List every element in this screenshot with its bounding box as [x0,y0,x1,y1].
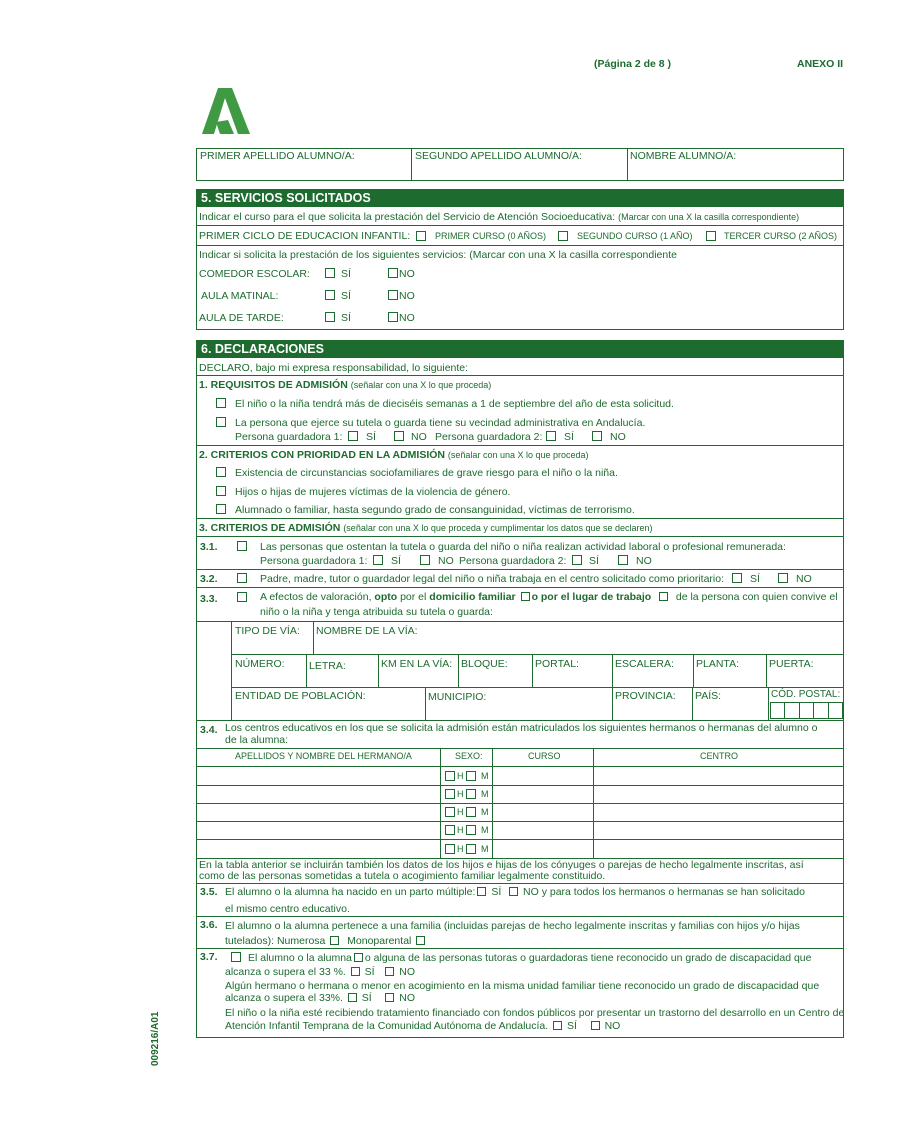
criterion-3-2-text: Padre, madre, tutor o guardador legal del niño o niña trabaja en el centro solicitado como prioritario: [260,573,725,585]
comedor-si-checkbox[interactable] [325,268,335,278]
form-code: 009216/A01 [150,1011,161,1066]
prio2-text: Hijos o hijas de mujeres víctimas de la violencia de género. [235,486,511,498]
first-course-label: PRIMER CURSO (0 AÑOS) [435,231,547,241]
criterion-3-7-number: 3.7. [200,951,218,963]
sibling-3-m-checkbox[interactable] [466,807,476,817]
municipality-label: MUNICIPIO: [428,691,487,703]
criterion-3-5-text: El alumno o la alumna ha nacido en un parto múltiple: SÍ NO y para todos los hermanos o hermanas se han solicitado [225,886,805,898]
req2-pg2-no: NO [610,431,626,443]
section-6-title: 6. DECLARACIONES [196,340,844,358]
c37-line6: Atención Infantil Temprana de la Comunidad Autónoma de Andalucía. SÍ NO [225,1020,621,1032]
req2-pg2-si: SÍ [564,431,574,443]
c31-pg1-no-checkbox[interactable] [420,555,430,565]
req2-text: La persona que ejerce su tutela o guarda tiene su vecindad administrativa en Andalucía. [235,417,646,429]
first-course-checkbox[interactable] [416,231,426,241]
sibling-4-h: H [457,825,464,835]
first-surname-label: PRIMER APELLIDO ALUMNO/A: [200,150,355,162]
sibling-5-h-checkbox[interactable] [445,844,455,854]
criteria-title: 3. CRITERIOS DE ADMISIÓN (señalar con una X lo que proceda y cumplimentar los datos que se declaren) [199,522,653,534]
tarde-no-checkbox[interactable] [388,312,398,322]
portal-label: PORTAL: [535,658,579,670]
req2-pg1-si: SÍ [366,431,376,443]
criterion-3-5-number: 3.5. [200,886,218,898]
comedor-label: COMEDOR ESCOLAR: [199,268,310,280]
criterion-3-3-text: A efectos de valoración, opto por el domicilio familiar o por el lugar de trabajo de la persona con quien convive el [260,591,838,603]
sibling-4-h-checkbox[interactable] [445,825,455,835]
sibling-1-h-checkbox[interactable] [445,771,455,781]
first-cycle-label: PRIMER CICLO DE EDUCACION INFANTIL: [199,230,411,242]
second-surname-label: SEGUNDO APELLIDO ALUMNO/A: [415,150,582,162]
block-label: BLOQUE: [461,658,508,670]
req2-pg2-no-checkbox[interactable] [592,431,602,441]
numerosa-checkbox[interactable] [330,936,339,945]
guardian-1-label: Persona guardadora 1: [235,431,343,443]
c37-line5: El niño o la niña esté recibiendo tratamiento financiado con fondos públicos por presentar un trastorno del desarrollo en un Centro de [225,1007,845,1019]
tarde-label: AULA DE TARDE: [199,312,284,324]
sibling-2-m-checkbox[interactable] [466,789,476,799]
c37-b-si-checkbox[interactable] [348,993,357,1002]
matinal-no-checkbox[interactable] [388,290,398,300]
criterion-3-4-number: 3.4. [200,724,218,736]
c35-no-checkbox[interactable] [509,887,518,896]
criterion-3-7-text: El alumno o la alumna o alguna de las personas tutoras o guardadoras tiene reconocido un grado de discapacidad que [248,952,812,964]
c31-pg2-si-checkbox[interactable] [572,555,582,565]
number-label: NÚMERO: [235,658,285,670]
c31-pg1-si-checkbox[interactable] [373,555,383,565]
c32-no-checkbox[interactable] [778,573,788,583]
page-number: (Página 2 de 8 ) [594,58,672,70]
comedor-no-checkbox[interactable] [388,268,398,278]
sibling-3-h: H [457,807,464,817]
tarde-no-label: NO [399,312,415,324]
c31-pg1-si: SÍ [391,555,401,567]
c31-pg1-no: NO [438,555,454,567]
sibling-1-m-checkbox[interactable] [466,771,476,781]
c37-line2: alcanza o supera el 33 %. SÍ NO [225,966,416,978]
sibling-1-m: M [481,771,489,781]
c37-first-checkbox[interactable] [231,952,241,962]
siblings-centre-header: CENTRO [700,751,738,761]
km-label: KM EN LA VÍA: [381,658,453,670]
street-type-label: TIPO DE VÍA: [235,625,300,637]
c37-line4: alcanza o supera el 33%. SÍ NO [225,992,416,1004]
criterion-3-3-checkbox[interactable] [237,592,247,602]
criterion-3-1-text: Las personas que ostentan la tutela o guarda del niño o niña realizan actividad laboral o profesional remunerada: [260,541,786,553]
prio3-checkbox[interactable] [216,504,226,514]
sibling-3-m: M [481,807,489,817]
tarde-si-checkbox[interactable] [325,312,335,322]
sibling-3-h-checkbox[interactable] [445,807,455,817]
criterion-3-2-number: 3.2. [200,573,218,585]
siblings-name-header: APELLIDOS Y NOMBRE DEL HERMANO/A [235,751,412,761]
sibling-4-m: M [481,825,489,835]
c37-guardian-checkbox[interactable] [354,953,363,962]
c32-si-checkbox[interactable] [732,573,742,583]
third-course-checkbox[interactable] [706,231,716,241]
requirements-title: 1. REQUISITOS DE ADMISIÓN (señalar con una X lo que proceda) [199,379,492,391]
req2-checkbox[interactable] [216,417,226,427]
priority-title: 2. CRITERIOS CON PRIORIDAD EN LA ADMISIÓN (señalar con una X lo que proceda) [199,449,589,461]
door-label: PUERTA: [769,658,814,670]
c37-c-no-checkbox[interactable] [591,1021,600,1030]
locality-label: ENTIDAD DE POBLACIÓN: [235,690,366,702]
prio1-checkbox[interactable] [216,467,226,477]
criterion-3-3-text-cont: niño o la niña y tenga atribuida su tutela o guarda: [260,606,493,618]
stair-label: ESCALERA: [615,658,674,670]
c37-a-no-checkbox[interactable] [385,967,394,976]
prio3-text: Alumnado o familiar, hasta segundo grado de consanguinidad, víctimas de terrorismo. [235,504,635,516]
prio2-checkbox[interactable] [216,486,226,496]
req2-pg1-no-checkbox[interactable] [394,431,404,441]
criterion-3-4-text: Los centros educativos en los que se solicita la admisión están matriculados los siguientes hermanos o hermanas del alumno o [225,722,818,734]
postal-code-label: CÓD. POSTAL: [771,689,841,700]
sibling-5-m-checkbox[interactable] [466,844,476,854]
siblings-note: En la tabla anterior se incluirán también los datos de los hijos e hijas de los cónyuges o parejas de hecho legalmente inscritas, así [199,859,804,871]
second-course-checkbox[interactable] [558,231,568,241]
section-5-title: 5. SERVICIOS SOLICITADOS [196,189,844,207]
course-instructions: Indicar el curso para el que solicita la prestación del Servicio de Atención Socioeducativa: (Marcar con una X la casilla correspondiente) [199,211,800,223]
domicilio-checkbox[interactable] [521,592,530,601]
req2-pg1-si-checkbox[interactable] [348,431,358,441]
guardian-2-label: Persona guardadora 2: [435,431,543,443]
criterion-3-3-number: 3.3. [200,593,218,605]
c31-guardian-1-label: Persona guardadora 1: [260,555,368,567]
tarde-si-label: SÍ [341,312,351,324]
matinal-si-label: SÍ [341,290,351,302]
sibling-2-m: M [481,789,489,799]
req2-pg1-no: NO [411,431,427,443]
postal-code-input[interactable] [770,702,843,719]
comedor-si-label: SÍ [341,268,351,280]
criterion-3-1-number: 3.1. [200,541,218,553]
comedor-no-label: NO [399,268,415,280]
trabajo-checkbox[interactable] [659,592,668,601]
siblings-sex-header: SEXO: [455,751,483,761]
criterion-3-4-text-cont: de la alumna: [225,734,289,746]
criterion-3-6-text: El alumno o la alumna pertenece a una familia (incluidas parejas de hecho legalmente inscritas y familias con hijos y/o hijas [225,920,800,932]
sibling-2-h-checkbox[interactable] [445,789,455,799]
services-instructions: Indicar si solicita la prestación de los siguientes servicios: (Marcar con una X la casilla correspondiente [199,249,677,261]
c31-pg2-no-checkbox[interactable] [618,555,628,565]
street-name-label: NOMBRE DE LA VÍA: [316,625,418,637]
sibling-5-h: H [457,844,464,854]
c35-si-checkbox[interactable] [477,887,486,896]
c31-pg2-si: SÍ [589,555,599,567]
junta-andalucia-logo [198,84,254,136]
sibling-2-h: H [457,789,464,799]
sibling-1-h: H [457,771,464,781]
siblings-note-cont: como de las personas sometidas a tutela o acogimiento familiar legalmente constituido. [199,870,606,882]
monoparental-checkbox[interactable] [416,936,425,945]
c32-no: NO [796,573,812,585]
criterion-3-1-checkbox[interactable] [237,541,247,551]
c37-b-no-checkbox[interactable] [385,993,394,1002]
matinal-no-label: NO [399,290,415,302]
siblings-course-header: CURSO [528,751,561,761]
criterion-3-2-checkbox[interactable] [237,573,247,583]
name-label: NOMBRE ALUMNO/A: [630,150,737,162]
c31-pg2-no: NO [636,555,652,567]
criterion-3-5-text-cont: el mismo centro educativo. [225,903,350,915]
criterion-3-6-options: tutelados): Numerosa Monoparental [225,935,427,947]
c37-c-si-checkbox[interactable] [553,1021,562,1030]
c31-guardian-2-label: Persona guardadora 2: [459,555,567,567]
matinal-si-checkbox[interactable] [325,290,335,300]
sibling-5-m: M [481,844,489,854]
country-label: PAÍS: [695,690,722,702]
criterion-3-6-number: 3.6. [200,919,218,931]
second-course-label: SEGUNDO CURSO (1 AÑO) [577,231,693,241]
req1-checkbox[interactable] [216,398,226,408]
c37-line3: Algún hermano o hermana o menor en acogimiento en la misma unidad familiar tiene reconocido un grado de discapacidad que [225,980,820,992]
c37-a-si-checkbox[interactable] [351,967,360,976]
prio1-text: Existencia de circunstancias sociofamiliares de grave riesgo para el niño o la niña. [235,467,618,479]
floor-label: PLANTA: [696,658,739,670]
req1-text: El niño o la niña tendrá más de dieciséis semanas a 1 de septiembre del año de esta solicitud. [235,398,674,410]
c32-si: SÍ [750,573,760,585]
province-label: PROVINCIA: [615,690,676,702]
letter-label: LETRA: [309,660,346,672]
third-course-label: TERCER CURSO (2 AÑOS) [724,231,838,241]
sibling-4-m-checkbox[interactable] [466,825,476,835]
matinal-label: AULA MATINAL: [201,290,279,302]
annex-label: ANEXO II [797,58,844,70]
req2-pg2-si-checkbox[interactable] [546,431,556,441]
declaro-text: DECLARO, bajo mi expresa responsabilidad, lo siguiente: [199,362,469,374]
